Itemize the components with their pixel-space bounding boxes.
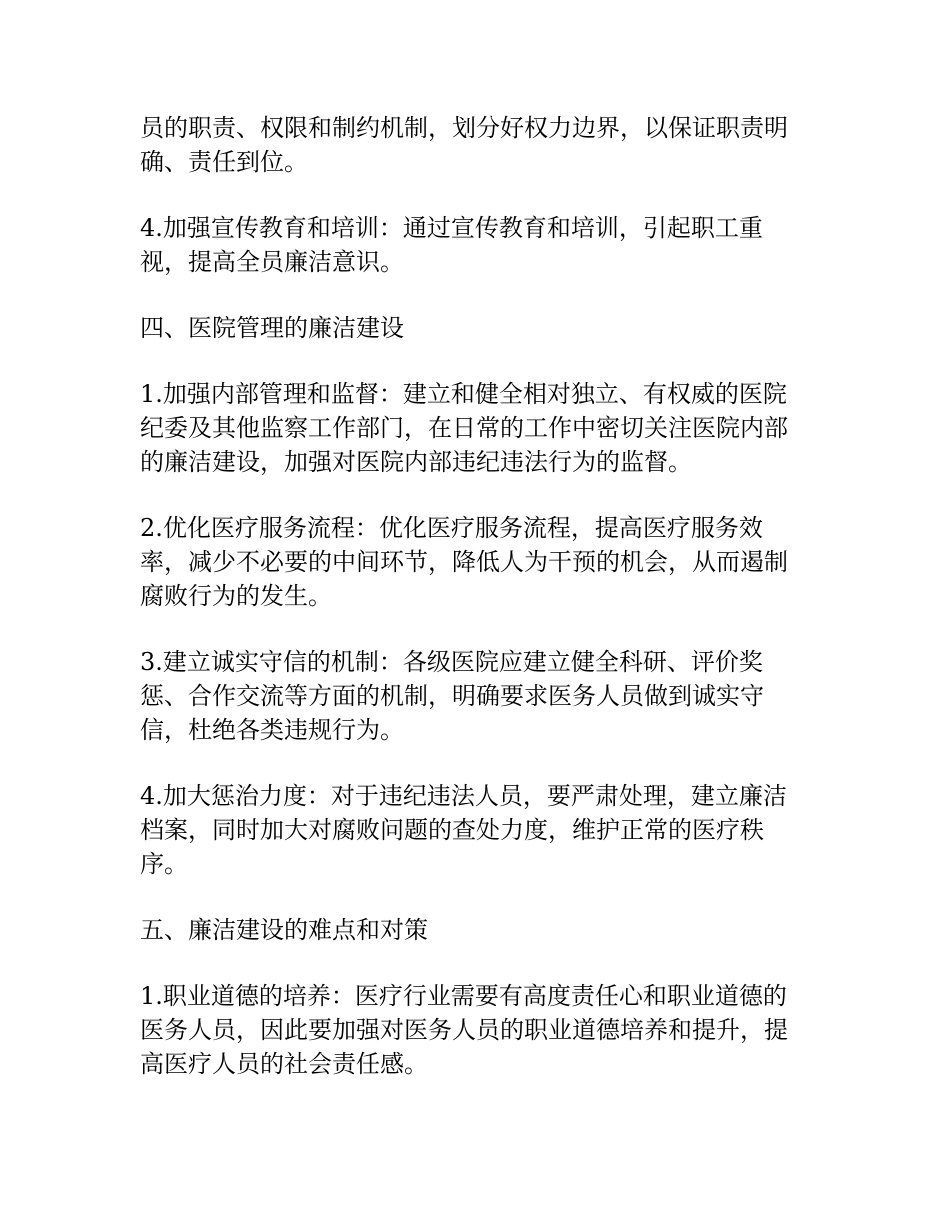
paragraph-line: 4.加大惩治力度：对于违纪违法人员，要严肃处理，建立廉洁 (140, 782, 787, 810)
paragraph-service-process (140, 511, 820, 613)
paragraph-line: 的廉洁建设，加强对医院内部违纪违法行为的监督。 (140, 448, 692, 476)
paragraph-professional-ethics (140, 979, 820, 1081)
paragraph-responsibility-continuation (140, 111, 820, 179)
document-body (140, 111, 820, 1113)
heading-text: 五、廉洁建设的难点和对策 (140, 916, 428, 944)
paragraph-line: 1.职业道德的培养：医疗行业需要有高度责任心和职业道德的 (140, 982, 787, 1010)
paragraph-line: 确、责任到位。 (140, 148, 308, 176)
heading-text: 四、医院管理的廉洁建设 (140, 314, 404, 342)
paragraph-line: 惩、合作交流等方面的机制，明确要求医务人员做到诚实守 (140, 682, 764, 710)
paragraph-line: 1.加强内部管理和监督：建立和健全相对独立、有权威的医院 (140, 380, 787, 408)
paragraph-line: 视，提高全员廉洁意识。 (140, 248, 404, 276)
paragraph-line: 2.优化医疗服务流程：优化医疗服务流程，提高医疗服务效 (140, 514, 763, 542)
paragraph-punishment (140, 779, 820, 881)
paragraph-publicity-training (140, 211, 820, 279)
paragraph-line: 信，杜绝各类违规行为。 (140, 716, 404, 744)
section-heading-four (140, 311, 820, 345)
paragraph-line: 档案，同时加大对腐败问题的查处力度，维护正常的医疗秩 (140, 816, 764, 844)
paragraph-line: 医务人员，因此要加强对医务人员的职业道德培养和提升，提 (140, 1016, 788, 1044)
paragraph-line: 序。 (140, 850, 188, 878)
paragraph-line: 率，减少不必要的中间环节，降低人为干预的机会，从而遏制 (140, 548, 788, 576)
paragraph-line: 4.加强宣传教育和培训：通过宣传教育和培训，引起职工重 (140, 214, 763, 242)
paragraph-integrity-mechanism (140, 645, 820, 747)
paragraph-line: 高医疗人员的社会责任感。 (140, 1050, 428, 1078)
paragraph-line: 纪委及其他监察工作部门，在日常的工作中密切关注医院内部 (140, 414, 788, 442)
paragraph-line: 3.建立诚实守信的机制：各级医院应建立健全科研、评价奖 (140, 648, 763, 676)
section-heading-five (140, 913, 820, 947)
paragraph-line: 腐败行为的发生。 (140, 582, 332, 610)
paragraph-line: 员的职责、权限和制约机制，划分好权力边界，以保证职责明 (140, 114, 788, 142)
paragraph-internal-supervision (140, 377, 820, 479)
